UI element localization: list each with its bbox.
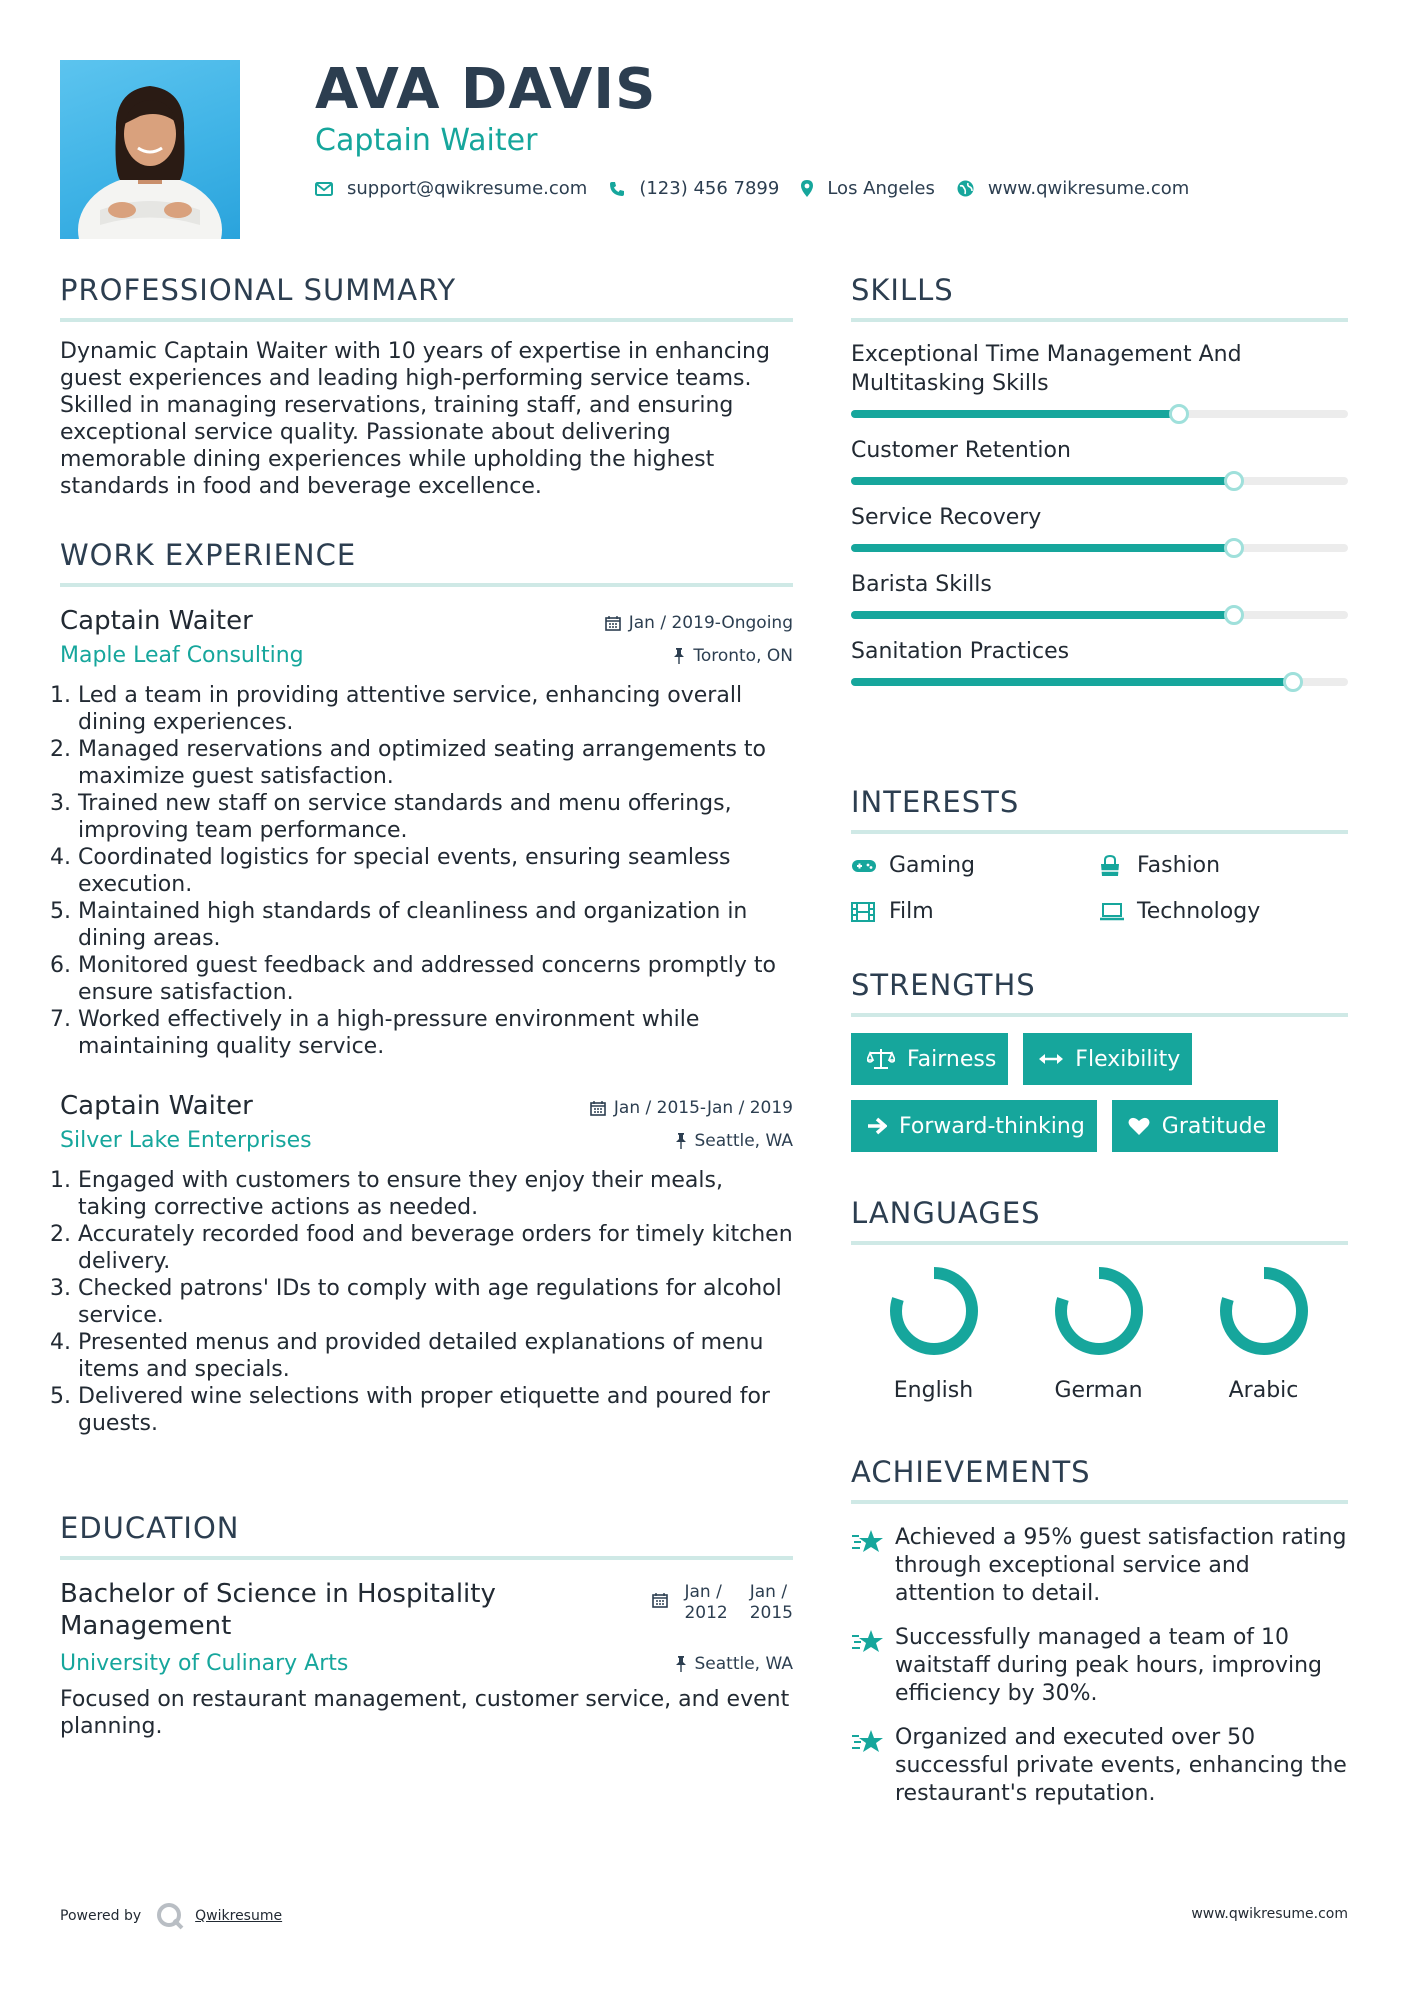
skill-level-bar	[851, 410, 1348, 418]
duty-item: 3. Checked patrons' IDs to comply with age regulations for alcohol service.	[78, 1275, 793, 1329]
skill-level-fill	[851, 678, 1293, 686]
summary-section	[60, 272, 793, 500]
skill-level-bar	[851, 678, 1348, 686]
job-date-text: Jan / 2019-Ongoing	[628, 613, 793, 633]
skill-item	[851, 570, 1348, 619]
end-month: Jan /	[749, 1582, 788, 1602]
interests-heading: INTERESTS	[851, 784, 1348, 834]
achievement-item	[851, 1624, 1348, 1708]
skill-level-knob	[1169, 404, 1189, 424]
star-award-icon	[851, 1524, 895, 1608]
languages-section	[851, 1195, 1348, 1405]
strength-label: Gratitude	[1161, 1113, 1267, 1139]
strength-tag	[851, 1100, 1097, 1152]
strength-label: Forward-thinking	[899, 1113, 1085, 1139]
skill-level-knob	[1283, 672, 1303, 692]
calendar-icon	[605, 615, 621, 631]
job-date-text: Jan / 2015-Jan / 2019	[613, 1098, 793, 1118]
duty-item: 6. Monitored guest feedback and addressed concerns promptly to ensure satisfaction.	[78, 952, 793, 1006]
contact-phone[interactable]	[609, 178, 779, 199]
achievement-text: Achieved a 95% guest satisfaction rating through exceptional service and attention to detail.	[895, 1525, 1347, 1606]
company-name: Maple Leaf Consulting	[60, 643, 304, 668]
footer-powered-by	[60, 1901, 282, 1931]
achievements-section	[851, 1454, 1348, 1808]
skill-name: Service Recovery	[851, 505, 1042, 530]
skills-list	[851, 340, 1348, 686]
location-text: Los Angeles	[827, 178, 935, 199]
interests-section	[851, 784, 1348, 926]
languages-list	[851, 1265, 1348, 1405]
strengths-section	[851, 967, 1348, 1167]
profile-photo	[60, 60, 240, 239]
interest-item	[851, 852, 1099, 880]
strength-label: Fairness	[907, 1046, 997, 1072]
company-name: Silver Lake Enterprises	[60, 1128, 312, 1153]
job-date	[605, 613, 793, 633]
duty-item: 2. Accurately recorded food and beverage orders for timely kitchen delivery.	[78, 1221, 793, 1275]
skill-level-fill	[851, 477, 1234, 485]
qwikresume-logo-icon	[155, 1901, 185, 1931]
interests-grid	[851, 852, 1348, 926]
duty-item: 1. Engaged with customers to ensure they enjoy their meals, taking corrective actions as needed.	[78, 1167, 793, 1221]
pushpin-icon	[675, 1133, 687, 1149]
skill-name: Customer Retention	[851, 438, 1071, 463]
start-month: Jan /	[684, 1582, 722, 1602]
job-location-text: Seattle, WA	[694, 1131, 793, 1151]
skill-level-knob	[1224, 605, 1244, 625]
star-award-icon	[851, 1624, 895, 1708]
footer-website[interactable]: www.qwikresume.com	[1191, 1906, 1348, 1922]
languages-heading: LANGUAGES	[851, 1195, 1348, 1245]
job-entry	[60, 1090, 793, 1437]
duty-item: 7. Worked effectively in a high-pressure environment while maintaining quality service.	[78, 1006, 793, 1060]
duty-item: 5. Maintained high standards of cleanliness and organization in dining areas.	[78, 898, 793, 952]
job-title: Captain Waiter	[60, 606, 253, 636]
education-section	[60, 1510, 793, 1740]
job-entry	[60, 605, 793, 1060]
skill-item	[851, 436, 1348, 485]
language-ring	[1218, 1265, 1310, 1357]
gamepad-icon	[851, 858, 889, 874]
skill-name: Sanitation Practices	[851, 639, 1070, 664]
contact-bar	[315, 178, 1211, 199]
job-location	[673, 646, 793, 666]
job-duties	[60, 1167, 793, 1437]
skill-level-knob	[1224, 471, 1244, 491]
calendar-icon	[652, 1592, 668, 1608]
language-ring	[888, 1265, 980, 1357]
job-title: Captain Waiter	[60, 1091, 253, 1121]
skill-item	[851, 340, 1348, 418]
candidate-title: Captain Waiter	[315, 123, 538, 158]
brand-link[interactable]: Qwikresume	[195, 1908, 283, 1924]
duty-item: 4. Coordinated logistics for special events, ensuring seamless execution.	[78, 844, 793, 898]
strengths-heading: STRENGTHS	[851, 967, 1348, 1017]
school-location-text: Seattle, WA	[694, 1654, 793, 1674]
arrow-right-icon	[867, 1117, 887, 1135]
degree-title: Bachelor of Science in Hospitality Management	[60, 1579, 496, 1641]
calendar-icon	[590, 1100, 606, 1116]
envelope-icon	[315, 182, 333, 196]
skill-level-fill	[851, 544, 1234, 552]
shopping-bag-icon	[1099, 855, 1137, 877]
interest-item	[851, 898, 1099, 926]
school-location	[675, 1654, 794, 1674]
job-location	[675, 1131, 794, 1151]
start-year: 2012	[684, 1603, 728, 1623]
achievement-item	[851, 1524, 1348, 1608]
strength-tag	[851, 1033, 1008, 1085]
phone-text: (123) 456 7899	[639, 178, 780, 199]
strength-label: Flexibility	[1075, 1046, 1181, 1072]
language-label: English	[893, 1378, 974, 1403]
strength-tag	[1023, 1033, 1192, 1085]
email-text: support@qwikresume.com	[347, 178, 588, 199]
strengths-list	[851, 1033, 1348, 1167]
star-award-icon	[851, 1724, 895, 1808]
interest-label: Film	[889, 899, 934, 924]
contact-website[interactable]	[957, 178, 1189, 199]
language-item	[851, 1265, 1016, 1405]
phone-icon	[609, 181, 625, 197]
education-date	[652, 1582, 793, 1624]
job-duties	[60, 682, 793, 1060]
skill-item	[851, 503, 1348, 552]
language-item	[1016, 1265, 1181, 1405]
strength-tag	[1112, 1100, 1278, 1152]
achievement-item	[851, 1724, 1348, 1808]
laptop-icon	[1099, 903, 1137, 921]
summary-heading: PROFESSIONAL SUMMARY	[60, 272, 793, 322]
interest-label: Technology	[1137, 899, 1261, 924]
language-item	[1181, 1265, 1346, 1405]
education-description: Focused on restaurant management, customer service, and event planning.	[60, 1687, 790, 1739]
job-date	[590, 1098, 793, 1118]
achievements-heading: ACHIEVEMENTS	[851, 1454, 1348, 1504]
duty-item: 5. Delivered wine selections with proper etiquette and poured for guests.	[78, 1383, 793, 1437]
interest-label: Gaming	[889, 853, 975, 878]
experience-section	[60, 537, 793, 1437]
summary-text: Dynamic Captain Waiter with 10 years of expertise in enhancing guest experiences and leading high-performing service teams. Skilled in managing reservations, training staff, and ensuring exceptional service quality. Passionate about delivering memorable dining experiences while upholding the highest standards in food and beverage excellence.	[60, 339, 770, 499]
achievement-text: Successfully managed a team of 10 waitstaff during peak hours, improving efficiency by 30%.	[895, 1625, 1323, 1706]
skill-name: Exceptional Time Management And Multitasking Skills	[851, 342, 1242, 396]
experience-heading: WORK EXPERIENCE	[60, 537, 793, 587]
language-ring	[1053, 1265, 1145, 1357]
language-label: German	[1054, 1378, 1143, 1403]
duty-item: 1. Led a team in providing attentive service, enhancing overall dining experiences.	[78, 682, 793, 736]
skill-item	[851, 637, 1348, 686]
language-label: Arabic	[1228, 1378, 1299, 1403]
skill-level-bar	[851, 544, 1348, 552]
balance-scale-icon	[867, 1048, 895, 1070]
map-pin-icon	[801, 180, 813, 197]
contact-email[interactable]	[315, 178, 587, 199]
pushpin-icon	[673, 648, 685, 664]
duty-item: 4. Presented menus and provided detailed explanations of menu items and specials.	[78, 1329, 793, 1383]
skill-level-bar	[851, 477, 1348, 485]
interest-item	[1099, 898, 1347, 926]
powered-by-label: Powered by	[60, 1908, 142, 1924]
skill-level-bar	[851, 611, 1348, 619]
skill-level-knob	[1224, 538, 1244, 558]
end-year: 2015	[749, 1603, 793, 1623]
interest-item	[1099, 852, 1347, 880]
school-name: University of Culinary Arts	[60, 1651, 349, 1676]
duty-item: 2. Managed reservations and optimized seating arrangements to maximize guest satisfaction.	[78, 736, 793, 790]
skill-level-fill	[851, 611, 1234, 619]
candidate-name: AVA DAVIS	[315, 57, 657, 122]
education-heading: EDUCATION	[60, 1510, 793, 1560]
skills-section	[851, 272, 1348, 686]
duty-item: 3. Trained new staff on service standards and menu offerings, improving team performance.	[78, 790, 793, 844]
interest-label: Fashion	[1137, 853, 1221, 878]
website-text: www.qwikresume.com	[987, 178, 1190, 199]
pushpin-icon	[675, 1656, 687, 1672]
heart-icon	[1128, 1116, 1150, 1136]
film-icon	[851, 902, 889, 922]
skill-name: Barista Skills	[851, 572, 992, 597]
skills-heading: SKILLS	[851, 272, 1348, 322]
skill-level-fill	[851, 410, 1179, 418]
achievement-text: Organized and executed over 50 successful private events, enhancing the restaurant's reputation.	[895, 1725, 1347, 1806]
job-location-text: Toronto, ON	[693, 646, 793, 666]
globe-icon	[957, 180, 974, 197]
arrows-horizontal-icon	[1039, 1052, 1063, 1066]
contact-location	[801, 178, 935, 199]
